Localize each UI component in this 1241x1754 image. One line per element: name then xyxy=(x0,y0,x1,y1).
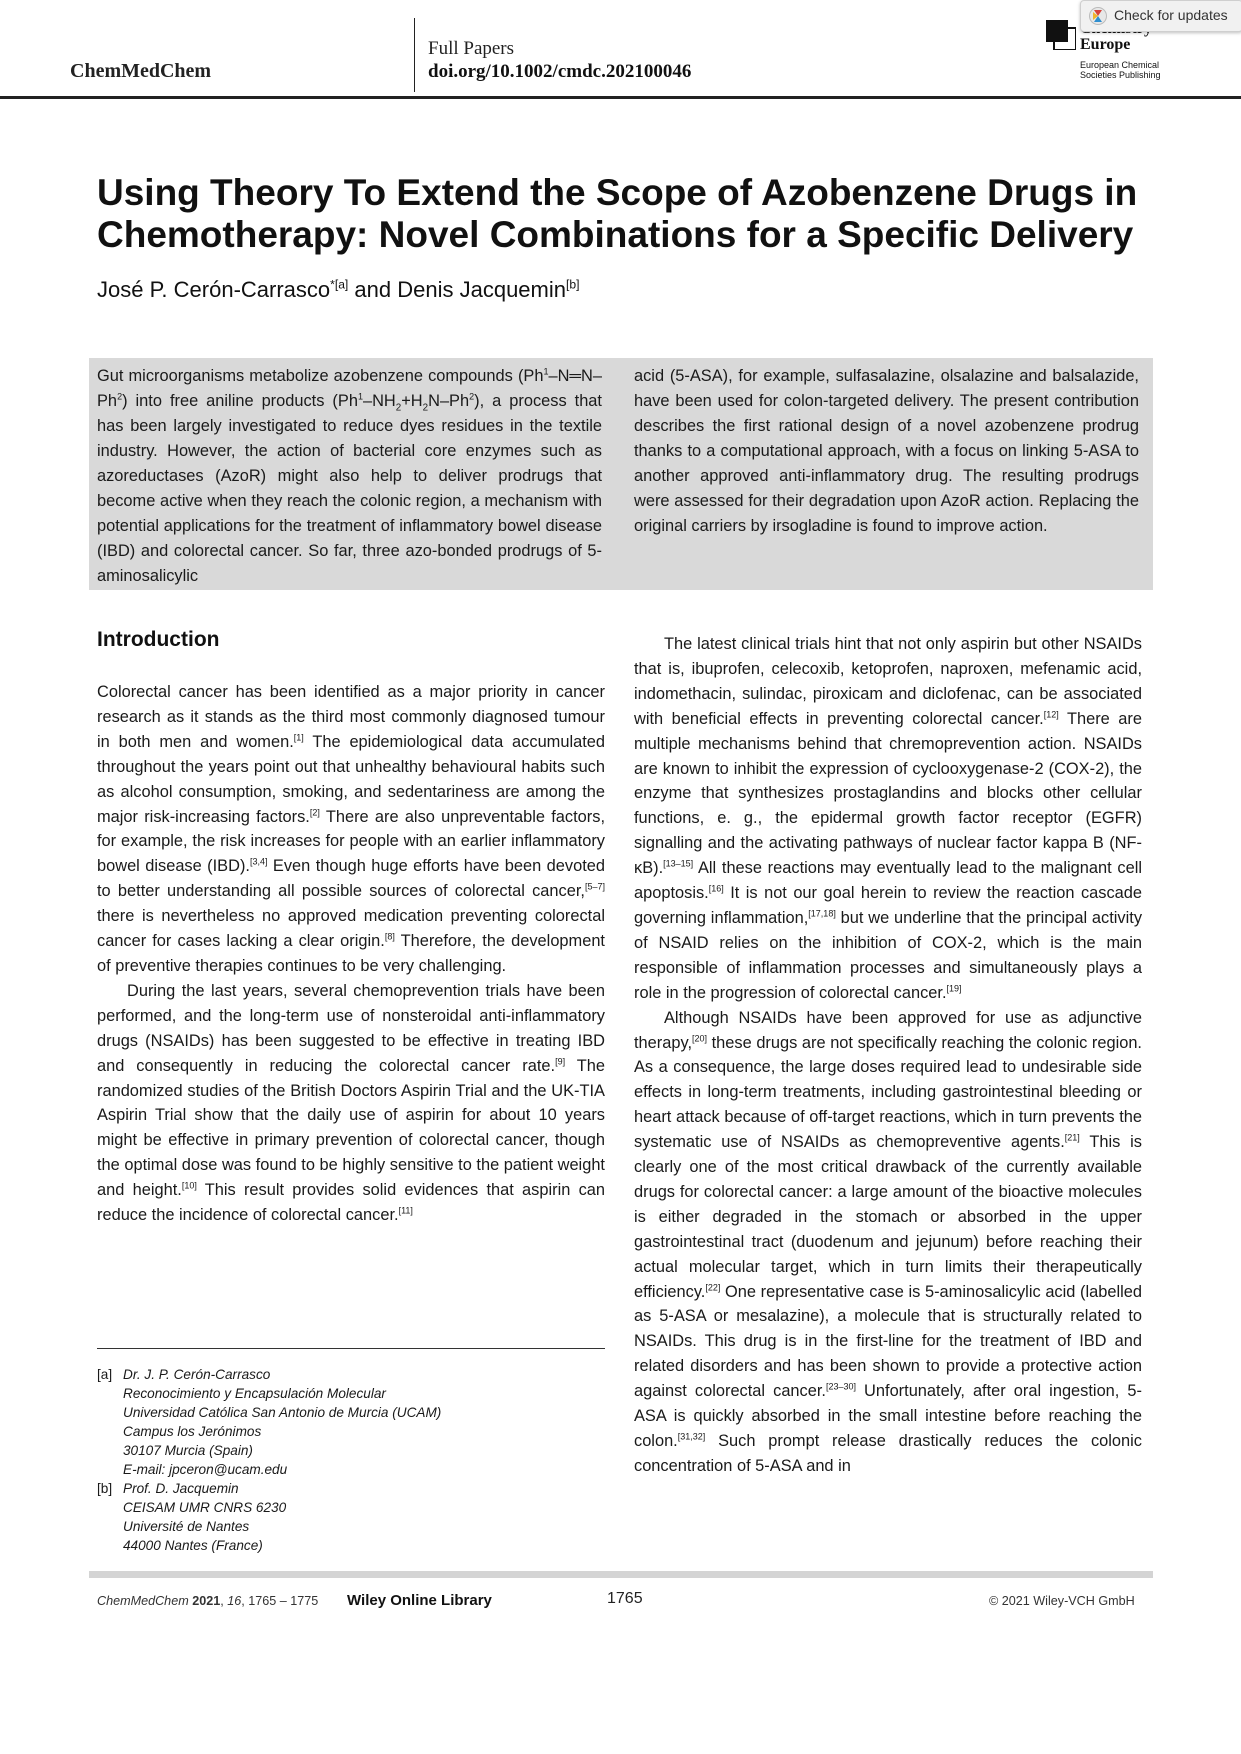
footnote-line: CEISAM UMR CNRS 6230 xyxy=(123,1500,287,1515)
body-text: There are multiple mechanisms behind that chremoprevention action. NSAIDs are known to inhibit the expression of cyclooxygenase-2 (COX-2), the enzyme that synthesizes prostaglandins and blocks other cellular functions, e. g., the epidermal growth factor receptor (EGFR) signalling and the activating pathways of nuclear factor kappa B (NF-κB). xyxy=(634,709,1142,878)
header-rule xyxy=(0,96,1241,99)
wiley-online-library-link[interactable]: Wiley Online Library xyxy=(347,1592,492,1609)
abstract-text: Gut microorganisms metabolize azobenzene compounds (Ph xyxy=(97,367,544,385)
paragraph xyxy=(97,979,605,1228)
journal-name: ChemMedChem xyxy=(70,60,212,82)
citation-ref[interactable]: [11] xyxy=(398,1205,413,1216)
paragraph xyxy=(634,632,1142,1006)
citation-ref[interactable]: [8] xyxy=(384,931,395,942)
crossmark-icon xyxy=(1089,7,1107,25)
footer-journal: ChemMedChem xyxy=(97,1594,189,1608)
paper-title: Using Theory To Extend the Scope of Azobenzene Drugs in Chemotherapy: Novel Combinations for a Specific Delivery xyxy=(97,172,1138,255)
citation-ref[interactable]: [9] xyxy=(555,1056,566,1067)
email-link[interactable]: E-mail: jpceron@ucam.edu xyxy=(123,1462,288,1477)
logo-subtext: European Chemical xyxy=(1080,60,1160,70)
abstract xyxy=(89,358,1153,590)
footer-pages: 1765 – 1775 xyxy=(248,1594,319,1608)
footnote-label: [a] xyxy=(97,1367,113,1382)
footnote-line: Reconocimiento y Encapsulación Molecular xyxy=(123,1386,386,1401)
footer-rule xyxy=(89,1571,1153,1578)
citation-ref[interactable]: [3,4] xyxy=(249,856,268,867)
superscript: 1 xyxy=(543,366,549,377)
body-text: Unfortunately, after oral ingestion, 5-ASA is quickly absorbed in the small intestine before reaching the colon. xyxy=(634,1382,1142,1450)
body-text: This is clearly one of the most critical drawback of the currently available drugs for colorectal cancer: a large amount of the bioactive molecules is either degraded in the stomach or absorbed in the upper gastrointestinal tract (duodenum and jejunum) before reaching their actual molecular target, which in turn limits their therapeutically efficiency. xyxy=(634,1133,1142,1301)
paragraph xyxy=(97,680,605,979)
abstract-text: +H xyxy=(401,392,423,410)
body-text: The randomized studies of the British Doctors Aspirin Trial and the UK-TIA Aspirin Trial show that the daily use of aspirin for about 10 years might be effective in primary prevention of colorectal cancer, though the optimal dose was found to be highly sensitive to the patient weight and height. xyxy=(97,1056,605,1200)
footnote-line: Université de Nantes xyxy=(123,1519,250,1534)
footnote-divider xyxy=(97,1348,605,1349)
abstract-text: ), a process that has been largely investigated to reduce dyes residues in the textile industry. However, the action of bacterial core enzymes such as azoreductases (AzoR) might also help to deliver prodrugs that become active when they reach the colonic region, a mechanism with potential applications for the treatment of inflammatory bowel disease (IBD) and colorectal cancer. So far, three azo-bonded prodrugs of 5-aminosalicylic xyxy=(97,392,602,585)
body-left-column xyxy=(97,680,605,1228)
body-right-column xyxy=(634,632,1142,1479)
author-name: José P. Cerón-Carrasco xyxy=(97,277,331,302)
copyright: © 2021 Wiley-VCH GmbH xyxy=(989,1594,1135,1608)
footnote-line: 44000 Nantes (France) xyxy=(123,1538,263,1553)
chemistry-europe-logo-icon xyxy=(1046,20,1076,50)
citation-ref[interactable]: [19] xyxy=(946,983,962,994)
citation-ref[interactable]: [17,18] xyxy=(808,908,836,919)
subscript: 2 xyxy=(395,402,402,414)
affiliation-footnotes xyxy=(97,1365,605,1555)
author-joiner: and xyxy=(348,277,398,302)
footer-volume: 16 xyxy=(227,1594,242,1608)
footnote-line: Universidad Católica San Antonio de Murcia (UCAM) xyxy=(123,1405,442,1420)
section-heading-introduction: Introduction xyxy=(97,628,220,651)
body-text: It is not our goal herein to review the reaction cascade governing inflammation, xyxy=(634,884,1142,927)
citation-ref[interactable]: [13–15] xyxy=(663,858,694,869)
citation-ref[interactable]: [10] xyxy=(181,1180,197,1191)
logo-subtext: Societies Publishing xyxy=(1080,70,1161,80)
footer-year: 2021 xyxy=(192,1594,221,1608)
citation-ref[interactable]: [2] xyxy=(309,807,320,818)
citation-ref[interactable]: [20] xyxy=(692,1033,708,1044)
body-text: Although NSAIDs have been approved for use as adjunctive therapy, xyxy=(634,1008,1142,1052)
citation-ref[interactable]: [21] xyxy=(1064,1132,1080,1143)
citation-ref[interactable]: [1] xyxy=(293,732,304,743)
body-text: Therefore, the development of preventive therapies continues to be very challenging. xyxy=(97,932,605,975)
abstract-text: N–Ph xyxy=(428,392,470,410)
check-for-updates-button[interactable] xyxy=(1080,0,1241,32)
body-text: Colorectal cancer has been identified as a major priority in cancer research as it stands as the third most commonly diagnosed tumour in both men and women. xyxy=(97,683,605,751)
citation-ref[interactable]: [23–30] xyxy=(825,1381,856,1392)
article-type: Full Papers xyxy=(428,38,515,59)
doi-link[interactable]: doi.org/10.1002/cmdc.202100046 xyxy=(428,61,692,82)
footnote-label: [b] xyxy=(97,1481,113,1496)
body-text: During the last years, several chemoprevention trials have been performed, and the long-term use of nonsteroidal anti-inflammatory drugs (NSAIDs) has been suggested to be effective in treating IBD and consequently in reducing the colorectal cancer rate. xyxy=(97,981,605,1075)
citation-ref[interactable]: [16] xyxy=(708,883,724,894)
abstract-text: –N═N–Ph xyxy=(97,367,602,410)
abstract-text: ) into free aniline products (Ph xyxy=(122,392,358,410)
body-text: but we underline that the principal activity of NSAID relies on the inhibition of COX-2, which is the main responsible of inflammation processes and simultaneously plays a role in the progression of colorectal cancer. xyxy=(634,908,1143,1002)
paragraph xyxy=(634,1006,1142,1479)
superscript: 2 xyxy=(117,391,123,402)
footnote-line: Prof. D. Jacquemin xyxy=(123,1481,239,1496)
body-text: There are also unpreventable factors, for example, the risk increases for people with an earlier inflammatory bowel disease (IBD). xyxy=(97,807,605,876)
footnote-line: Dr. J. P. Cerón-Carrasco xyxy=(123,1367,271,1382)
body-text: Even though huge efforts have been devoted to better understanding all possible sources of colorectal cancer, xyxy=(97,857,605,901)
page-number: 1765 xyxy=(607,1590,643,1607)
footnote-line: 30107 Murcia (Spain) xyxy=(123,1443,253,1458)
footer-citation: ChemMedChem 2021, 16, 1765 – 1775 xyxy=(97,1594,319,1608)
abstract-right-column: acid (5-ASA), for example, sulfasalazine, olsalazine and balsalazide, have been used for colon-targeted delivery. The present contribution describes the first rational design of a novel azobenzene prodrug thanks to a computational approach, with a focus on linking 5-ASA to another approved anti-inflammatory drug. The resulting prodrugs were assessed for their degradation upon AzoR action. Replacing the original carriers by irsogladine is found to improve action. xyxy=(634,367,1139,535)
body-text: there is nevertheless no approved medication preventing colorectal cancer for cases lacking a clear origin. xyxy=(97,907,605,951)
affiliation-mark: *[a] xyxy=(330,277,349,292)
footnote-a xyxy=(97,1365,605,1479)
author-list xyxy=(97,277,579,303)
abstract-text: –NH xyxy=(362,392,396,410)
body-text: The latest clinical trials hint that not only aspirin but other NSAIDs that is, ibuprofen, celecoxib, ketoprofen, naproxen, mefenamic acid, indomethacin, sulindac, piroxicam and diclofenac, can be associated with beneficial effects in preventing colorectal cancer. xyxy=(634,635,1142,728)
subscript: 2 xyxy=(422,402,429,414)
footnote-b xyxy=(97,1479,605,1555)
body-text: The epidemiological data accumulated throughout the years point out that unhealthy behavioural habits such as alcohol consumption, smoking, and sedentariness are among the major risk-increasing factors. xyxy=(97,732,605,826)
citation-ref[interactable]: [5–7] xyxy=(584,881,605,892)
superscript: 2 xyxy=(469,391,475,402)
abstract-left-column xyxy=(97,364,602,589)
check-for-updates-label: Check for updates xyxy=(1114,7,1228,23)
header-divider xyxy=(414,18,415,92)
footnote-line: Campus los Jerónimos xyxy=(123,1424,262,1439)
body-text: Such prompt release drastically reduces the colonic concentration of 5-ASA and in xyxy=(634,1432,1142,1475)
citation-ref[interactable]: [12] xyxy=(1043,709,1059,720)
citation-ref[interactable]: [22] xyxy=(705,1282,721,1293)
body-text: All these reactions may eventually lead to the malignant cell apoptosis. xyxy=(634,859,1142,903)
body-text: One representative case is 5-aminosalicylic acid (labelled as 5-ASA or mesalazine), a molecule that is structurally related to NSAIDs. This drug is in the first-line for the treatment of IBD and related disorders and has been shown to provide a protective action against colorectal cancer. xyxy=(634,1282,1142,1401)
citation-ref[interactable]: [31,32] xyxy=(677,1431,706,1442)
author-name: Denis Jacquemin xyxy=(397,277,566,302)
body-text: these drugs are not specifically reaching the colonic region. As a consequence, the large doses required lead to undesirable side effects in long-term treatments, including gastrointestinal bleeding or heart attack because of off-target reactions, which in turn prevents the systematic use of NSAIDs as chemopreventive agents. xyxy=(634,1033,1142,1152)
body-text: This result provides solid evidences that aspirin can reduce the incidence of colorectal cancer. xyxy=(97,1181,605,1225)
logo-text-europe: Europe xyxy=(1080,36,1131,53)
affiliation-mark: [b] xyxy=(565,277,580,292)
superscript: 1 xyxy=(357,391,363,402)
